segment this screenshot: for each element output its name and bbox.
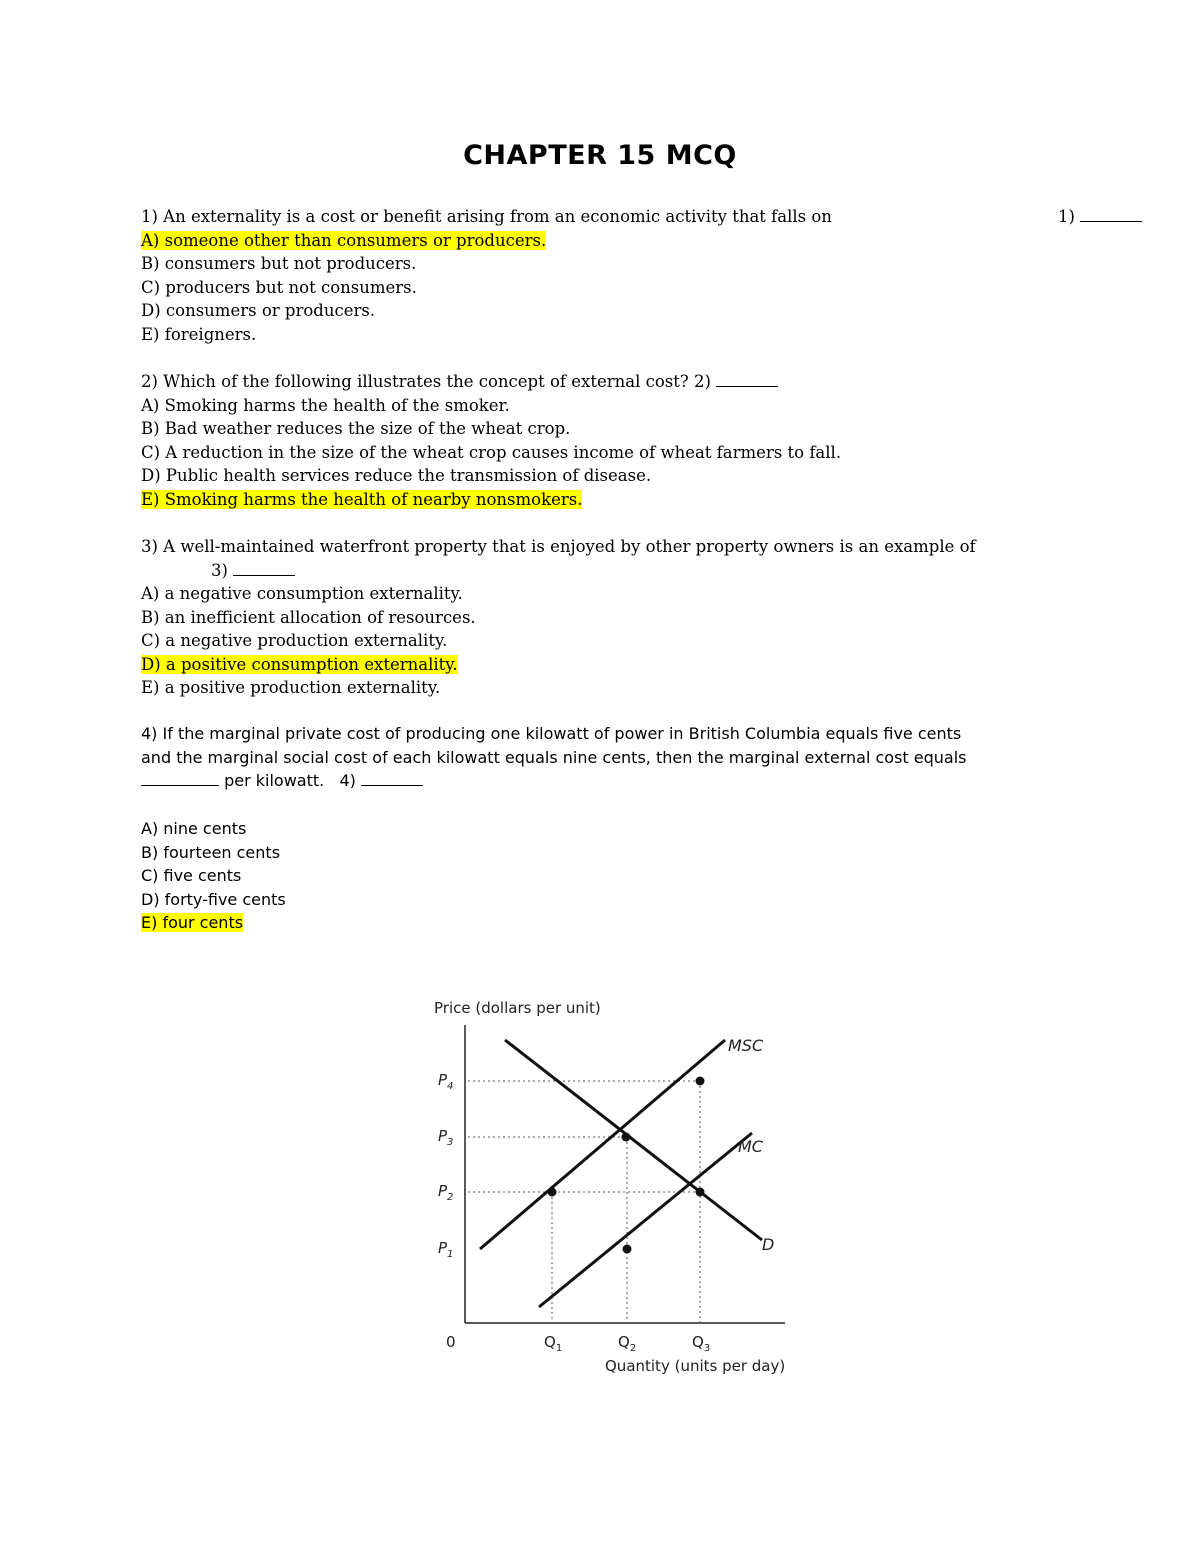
p1-label: $P_1$ — [438, 1239, 454, 1260]
option-d: D) a positive consumption externality. — [141, 654, 458, 674]
option-d: D) consumers or producers. — [141, 301, 376, 320]
msc-curve — [480, 1040, 725, 1249]
option-e: E) foreigners. — [141, 324, 257, 344]
question-3-answer-slot — [141, 559, 1041, 583]
question-2 — [141, 370, 1041, 511]
y-axis-label: Price (dollars per unit) — [434, 999, 601, 1017]
option-a: A) Smoking harms the health of the smoker. — [141, 395, 510, 415]
option-a: A) a negative consumption externality. — [141, 584, 463, 603]
answer-blank — [233, 561, 295, 576]
question-2-number: 2) — [693, 372, 711, 391]
option-b: B) Bad weather reduces the size of the wheat crop. — [141, 419, 571, 438]
answer-blank — [361, 771, 423, 786]
question-3 — [141, 535, 1041, 700]
question-1-number: 1) — [1058, 207, 1075, 226]
option-e: E) Smoking harms the health of nearby nonsmokers. — [141, 489, 583, 509]
point-msc-q1 — [548, 1188, 557, 1197]
externality-graph — [400, 985, 820, 1385]
msc-label: MSC — [728, 1036, 764, 1055]
mc-label: MC — [738, 1137, 763, 1156]
point-msc-d — [622, 1133, 631, 1142]
option-c: C) five cents — [141, 866, 242, 885]
point-msc-q3 — [696, 1077, 705, 1086]
question-2-stem-line — [141, 370, 1041, 394]
origin-label: 0 — [446, 1333, 456, 1351]
point-mc-q2 — [623, 1245, 632, 1254]
question-1-answer-slot — [1058, 205, 1142, 229]
question-3-stem: 3) A well-maintained waterfront property that is enjoyed by other property owners is an example of — [141, 537, 976, 556]
option-e: E) four cents — [141, 913, 244, 932]
demand-curve — [505, 1040, 762, 1240]
point-mc-d — [696, 1188, 705, 1197]
question-4-stem-line-3: per kilowatt. — [224, 771, 325, 790]
question-1-stem: 1) An externality is a cost or benefit arising from an economic activity that falls on — [141, 207, 832, 226]
option-b: B) an inefficient allocation of resources. — [141, 607, 476, 627]
points — [548, 1077, 705, 1254]
option-c: C) a negative production externality. — [141, 631, 448, 650]
option-b: B) consumers but not producers. — [141, 254, 417, 273]
option-a: A) someone other than consumers or producers. — [141, 230, 547, 250]
question-4-stem-line-1: 4) If the marginal private cost of producing one kilowatt of power in British Columbia equals five cents — [141, 724, 962, 743]
question-2-stem: 2) Which of the following illustrates the concept of external cost? — [141, 372, 689, 391]
option-c: C) A reduction in the size of the wheat crop causes income of wheat farmers to fall. — [141, 442, 842, 462]
page-title: CHAPTER 15 MCQ — [463, 140, 737, 171]
mc-curve — [539, 1133, 752, 1307]
d-label: D — [762, 1235, 775, 1254]
option-e: E) a positive production externality. — [141, 678, 441, 697]
question-4-options — [141, 817, 1041, 935]
question-1 — [141, 205, 1075, 346]
question-4-number: 4) — [339, 771, 356, 790]
question-1-stem-line — [141, 205, 1075, 229]
p2-label: $P_2$ — [438, 1182, 454, 1203]
answer-blank — [716, 372, 778, 387]
q1-label: $Q_1$ — [544, 1333, 563, 1354]
option-d: D) forty-five cents — [141, 889, 286, 909]
option-b: B) fourteen cents — [141, 842, 281, 862]
option-c: C) producers but not consumers. — [141, 277, 417, 297]
p3-label: $P_3$ — [438, 1127, 454, 1148]
answer-blank — [1080, 207, 1142, 222]
question-3-number: 3) — [211, 560, 228, 580]
option-d: D) Public health services reduce the transmission of disease. — [141, 466, 652, 485]
q2-label: $Q_2$ — [618, 1333, 637, 1354]
x-axis-label: Quantity (units per day) — [605, 1357, 786, 1375]
fill-in-blank — [141, 771, 219, 786]
q3-label: $Q_3$ — [692, 1333, 711, 1354]
option-a: A) nine cents — [141, 819, 247, 838]
question-4 — [141, 722, 1041, 793]
p4-label: $P_4$ — [438, 1071, 454, 1092]
question-4-stem-line-2: and the marginal social cost of each kilowatt equals nine cents, then the marginal external cost equals — [141, 747, 967, 767]
